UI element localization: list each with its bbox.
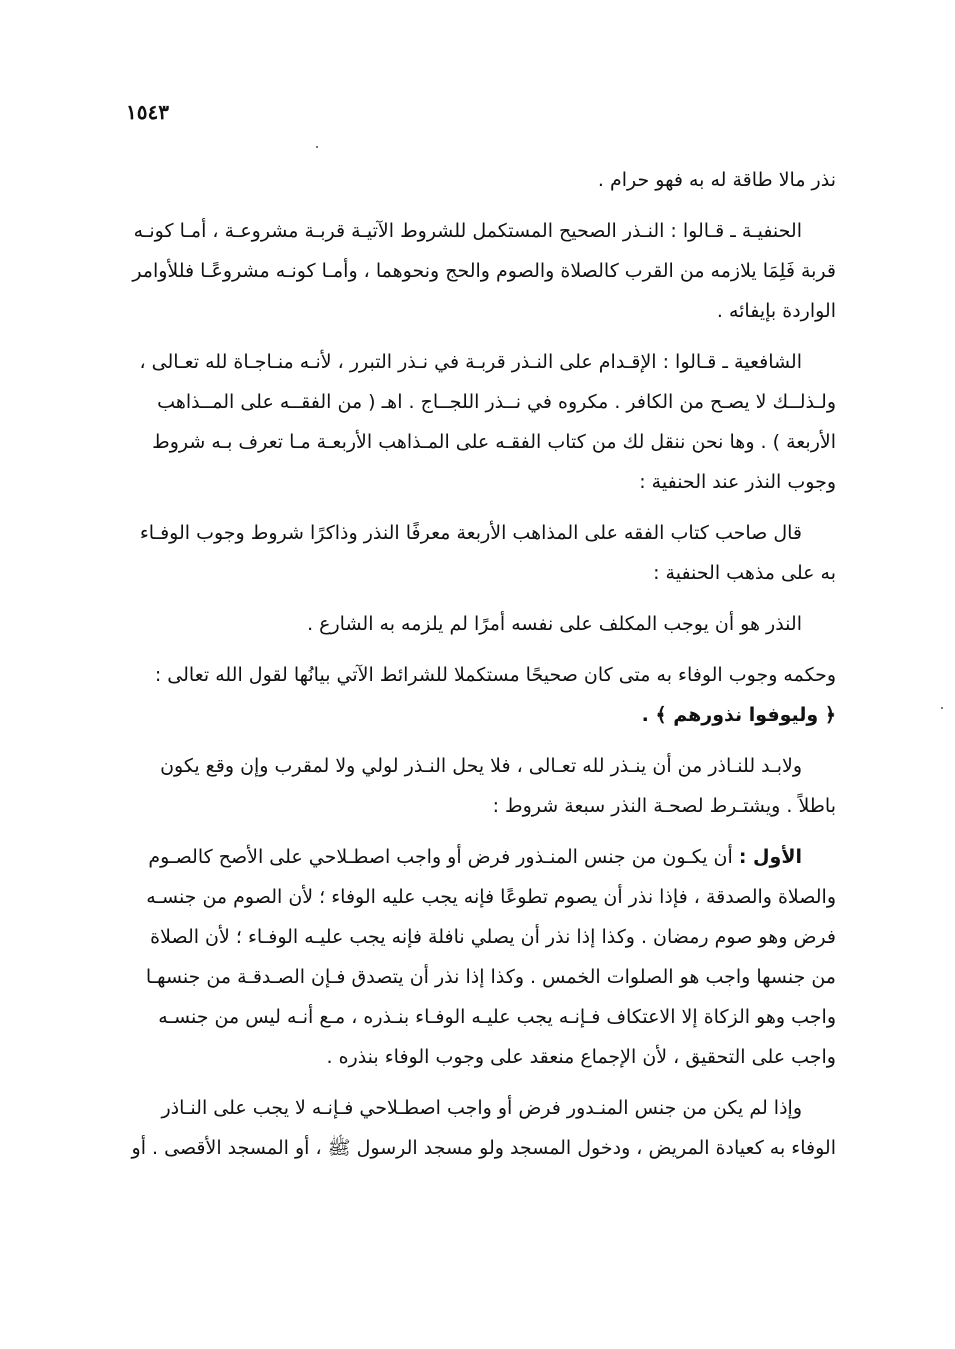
text-line: [118, 837, 836, 877]
page-number: ١٥٤٣: [126, 100, 169, 124]
text-line: قربة فَلِمَا يلازمه من القرب كالصلاة والصوم والحج ونحوهما ، وأمـا كونـه مشروعًـا فللأوامر: [132, 260, 836, 282]
scan-speck: [316, 146, 318, 148]
text-line: واجب على التحقيق ، لأن الإجماع منعقد على وجوب الوفاء بنذره .: [326, 1046, 836, 1068]
text-line: الواردة بإيفائه .: [716, 300, 836, 322]
paragraph-definition-intro: [118, 513, 836, 593]
condition-lead: الأول :: [738, 846, 802, 868]
text-line: واجب وهو الزكاة إلا الاعتكاف فـإنـه يجب عليـه الوفـاء بنـذره ، مـع أنـه ليس من جنسـه: [158, 1006, 836, 1028]
text-line: فرض وهو صوم رمضان . وكذا إذا نذر أن يصلي نافلة فإنه يجب عليـه الوفـاء ؛ لأن الصلاة: [150, 926, 836, 948]
text-line: به على مذهب الحنفية :: [653, 562, 836, 584]
quran-quote: ﴿ وليوفوا نذورهم ﴾ .: [641, 704, 836, 726]
scan-speck: [941, 707, 943, 709]
paragraph-first-condition: [118, 837, 836, 1077]
text-line: من جنسها واجب هو الصلوات الخمس . وكذا إذا نذر أن يتصدق فـإن الصـدقـة من جنسهـا: [145, 966, 836, 988]
body-text: [118, 160, 836, 1168]
paragraph-shafii: [118, 342, 836, 502]
text-line: نذر مالا طاقة له به فهو حرام .: [597, 169, 836, 191]
text-line: وإذا لم يكن من جنس المنـدور فرض أو واجب اصطـلاحي فـإنـه لا يجب على النـاذر: [161, 1097, 802, 1119]
paragraph-exception: [118, 1088, 836, 1168]
paragraph: [118, 160, 836, 200]
paragraph-hanafi: [118, 211, 836, 331]
text-line: وحكمه وجوب الوفاء به متى كان صحيحًا مستكملا للشرائط الآتي بيانُها لقول الله تعالى :: [154, 664, 836, 686]
paragraph-definition: [118, 604, 836, 644]
paragraph-conditions-intro: [118, 746, 836, 826]
text-line: الأربعة ) . وها نحن ننقل لك من كتاب الفقـه على المـذاهب الأربعـة مـا تعرف بـه شروط: [152, 431, 836, 453]
text-line: باطلاً . ويشتـرط لصحـة النذر سبعة شروط :: [492, 795, 836, 817]
text-line: قال صاحب كتاب الفقه على المذاهب الأربعة معرفًا النذر وذاكرًا شروط وجوب الوفـاء: [139, 522, 802, 544]
text-line: الوفاء به كعيادة المريض ، ودخول المسجد ولو مسجد الرسول ﷺ ، أو المسجد الأقصى . أو: [131, 1137, 836, 1159]
text-line: والصلاة والصدقة ، فإذا نذر أن يصوم تطوعًا فإنه يجب عليه الوفاء ؛ لأن الصوم من جنسـه: [146, 886, 836, 908]
condition-text: أن يكـون من جنس المنـذور فرض أو واجب اصطـلاحي على الأصح كالصـوم: [148, 846, 739, 868]
text-line: النذر هو أن يوجب المكلف على نفسه أمرًا لم يلزمه به الشارع .: [307, 613, 802, 635]
text-line: الشافعية ـ قـالوا : الإقـدام على النـذر قربـة في نـذر التبرر ، لأنـه منـاجـاة لله تعـالى ،: [139, 351, 802, 373]
text-line: ولـذلــك لا يصـح من الكافر . مكروه في نــذر اللجــاج . اهـ ( من الفقــه على المــذاهب: [157, 391, 836, 413]
text-line: الحنفيـة ـ قـالوا : النـذر الصحيح المستكمل للشروط الآتيـة قربـة مشروعـة ، أمـا كونـه: [133, 220, 802, 242]
text-line: ولابـد للنـاذر من أن ينـذر لله تعـالى ، فلا يحل النـذر لولي ولا لمقرب وإن وقع يكون: [160, 755, 802, 777]
paragraph-ruling: [118, 655, 836, 735]
text-line: وجوب النذر عند الحنفية :: [639, 471, 836, 493]
